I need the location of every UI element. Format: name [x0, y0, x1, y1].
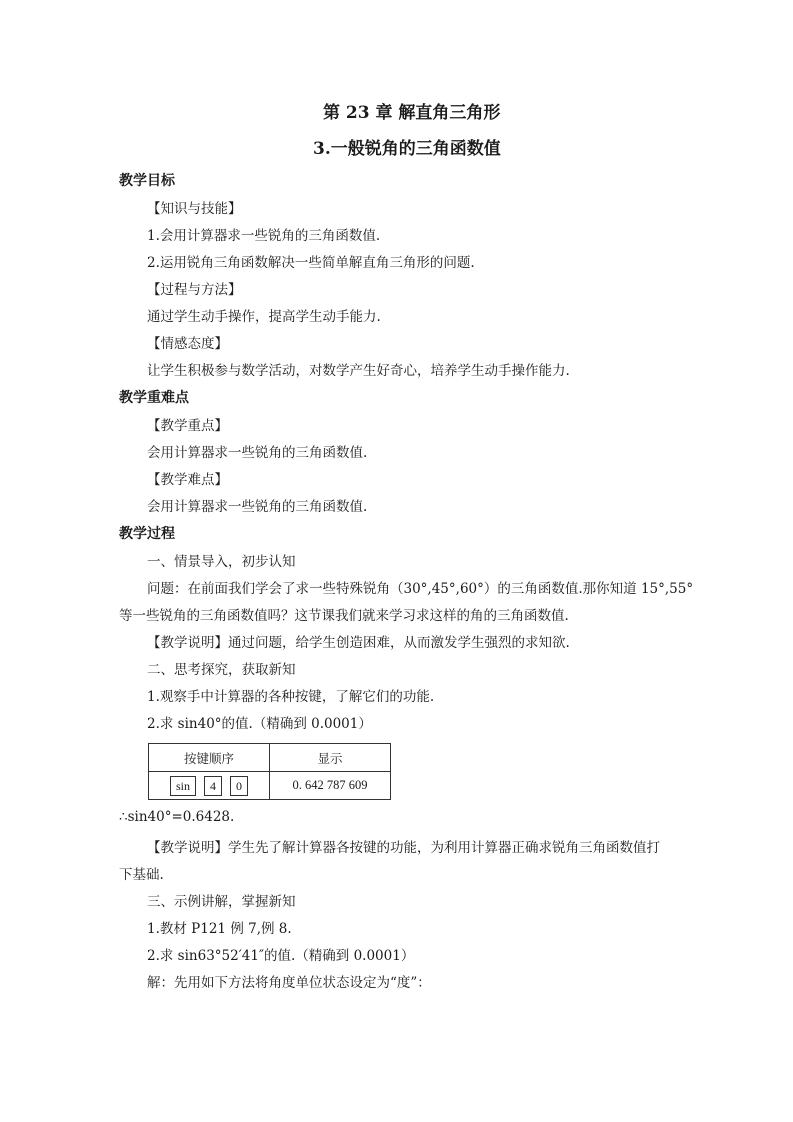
sin-key: sin [170, 776, 196, 796]
method-label: 【过程与方法】 [147, 282, 242, 298]
difficulty-item: 会用计算器求一些锐角的三角函数值. [147, 499, 368, 515]
digit-key-4: 4 [204, 776, 222, 796]
calculator-key-table [148, 743, 391, 800]
practice-item-2: 2.求 sin40°的值.（精确到 0.0001） [147, 716, 372, 732]
difficulty-label: 【教学难点】 [147, 472, 228, 488]
knowledge-label: 【知识与技能】 [147, 201, 242, 217]
solution-line: 解：先用如下方法将角度单位状态设定为“度”： [147, 975, 431, 991]
heading-process: 教学过程 [119, 526, 175, 542]
step-3-heading: 三、示例讲解，掌握新知 [147, 894, 296, 910]
result-line: ∴sin40°=0.6428. [119, 809, 235, 825]
teaching-note-1: 【教学说明】通过问题，给学生创造困难，从而激发学生强烈的求知欲. [147, 635, 570, 651]
chapter-title: 第 23 章 解直角三角形 [323, 103, 501, 123]
section-title: 3.一般锐角的三角函数值 [313, 139, 501, 159]
table-header-display: 显示 [270, 744, 391, 772]
heading-goals: 教学目标 [119, 173, 175, 189]
practice-item-1: 1.观察手中计算器的各种按键，了解它们的功能. [147, 689, 435, 705]
heading-key-points: 教学重难点 [119, 390, 189, 406]
knowledge-item-2: 2.运用锐角三角函数解决一些简单解直角三角形的问题. [147, 255, 475, 271]
table-header-keys: 按键顺序 [149, 744, 270, 772]
knowledge-item-1: 1.会用计算器求一些锐角的三角函数值. [147, 228, 381, 244]
question-line-2: 等一些锐角的三角函数值吗？这节课我们就来学习求这样的角的三角函数值. [119, 608, 569, 624]
example-item-2: 2.求 sin63°52′41″的值.（精确到 0.0001） [147, 948, 415, 964]
focus-label: 【教学重点】 [147, 418, 228, 434]
teaching-note-2-line-1: 【教学说明】学生先了解计算器各按键的功能，为利用计算器正确求锐角三角函数值打 [147, 840, 660, 856]
attitude-item: 让学生积极参与数学活动，对数学产生好奇心，培养学生动手操作能力. [147, 363, 570, 379]
key-sequence-cell [149, 772, 270, 800]
teaching-note-2-line-2: 下基础. [119, 867, 164, 883]
question-line-1: 问题：在前面我们学会了求一些特殊锐角（30°,45°,60°）的三角函数值.那你知道 15°,55° [147, 581, 694, 597]
attitude-label: 【情感态度】 [147, 336, 228, 352]
step-2-heading: 二、思考探究，获取新知 [147, 662, 296, 678]
example-item-1: 1.教材 P121 例 7,例 8. [147, 921, 292, 937]
focus-item: 会用计算器求一些锐角的三角函数值. [147, 445, 368, 461]
digit-key-0: 0 [230, 776, 248, 796]
step-1-heading: 一、情景导入，初步认知 [147, 554, 296, 570]
display-value: 0. 642 787 609 [270, 772, 391, 800]
method-item: 通过学生动手操作，提高学生动手能力. [147, 309, 381, 325]
